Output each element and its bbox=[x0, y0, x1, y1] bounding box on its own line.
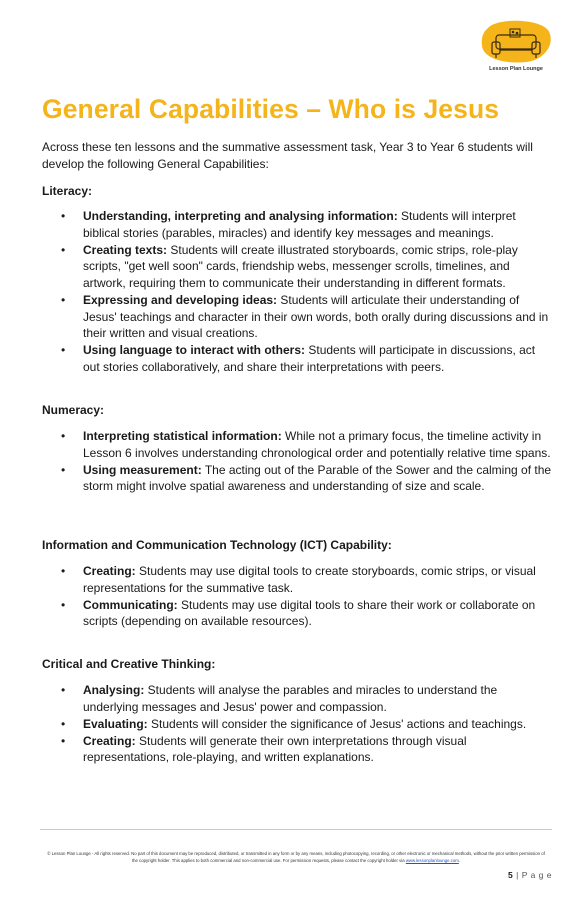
list-item-term: Creating: bbox=[83, 733, 136, 748]
logo-text: Lesson Plan Lounge bbox=[489, 66, 543, 72]
lesson-plan-lounge-logo bbox=[478, 20, 554, 76]
section-heading-critical-creative-thinking: Critical and Creative Thinking: bbox=[42, 657, 216, 671]
list-item bbox=[42, 563, 554, 596]
list-item-term: Interpreting statistical information: bbox=[83, 429, 282, 443]
list-item-text: The acting out of the Parable of the Sower and the calming of the storm might involve spatial awareness and understanding of size and scale. bbox=[83, 462, 552, 494]
list-item-text: Students will consider the significance of Jesus' actions and teachings. bbox=[147, 716, 527, 731]
literacy-list bbox=[42, 208, 554, 376]
section-heading-numeracy: Numeracy: bbox=[42, 403, 105, 417]
list-item-text: Students will create illustrated storyboards, comic strips, role-play scripts, "get well soon" cards, friendship webs, messenger scrolls, timelines, and artwork, requiring them to communicate their understanding in different formats. bbox=[83, 242, 518, 290]
ict-list bbox=[42, 563, 554, 630]
section-heading-ict: Information and Communication Technology (ICT) Capability: bbox=[42, 538, 392, 552]
list-item-text: Students may use digital tools to create storyboards, comic strips, or visual representations for the summative task. bbox=[83, 564, 536, 595]
list-item-term: Understanding, interpreting and analysing information: bbox=[83, 209, 398, 223]
section-heading-literacy: Literacy: bbox=[42, 184, 93, 198]
list-item-text: Students will generate their own interpretations through visual representations, role-playing, and written explanations. bbox=[83, 733, 467, 765]
list-item-term: Creating texts: bbox=[83, 242, 168, 257]
list-item bbox=[42, 733, 554, 766]
list-item bbox=[42, 242, 554, 292]
list-item bbox=[42, 428, 554, 461]
list-item bbox=[42, 208, 554, 241]
numeracy-list bbox=[42, 428, 554, 495]
link-suffix: . bbox=[458, 858, 461, 863]
list-item-term: Communicating: bbox=[83, 597, 178, 612]
list-item-term: Analysing: bbox=[83, 683, 145, 697]
critical-creative-list bbox=[42, 682, 554, 766]
couch-icon bbox=[478, 20, 554, 66]
list-item bbox=[42, 292, 554, 342]
list-item-text: While not a primary focus, the timeline activity in Lesson 6 involves understanding chronological order and potentially relative time spans. bbox=[83, 429, 551, 460]
list-item-term: Expressing and developing ideas: bbox=[83, 292, 278, 307]
list-item bbox=[42, 682, 554, 715]
page-title: General Capabilities – Who is Jesus bbox=[42, 94, 500, 124]
page-separator: | bbox=[513, 870, 522, 880]
list-item-term: Evaluating: bbox=[83, 716, 148, 731]
page-label: P a g e bbox=[521, 870, 552, 880]
list-item-term: Using language to interact with others: bbox=[83, 343, 306, 358]
list-item-text: Students will analyse the parables and miracles to understand the underlying messages and Jesus' power and compassion. bbox=[83, 683, 498, 714]
page-number bbox=[508, 870, 552, 880]
page-number-value: 5 bbox=[508, 870, 514, 880]
website-link[interactable]: www.lessonplanlounge.com bbox=[405, 858, 459, 863]
list-item bbox=[42, 597, 554, 630]
list-item bbox=[42, 462, 554, 495]
list-item-text: Students will articulate their understanding of Jesus' teachings and character in their own words, both orally during discussions and in their written and visual creations. bbox=[83, 292, 549, 341]
list-item-term: Creating: bbox=[83, 564, 136, 578]
copyright-text: © Lesson Plan Lounge - All rights reserved. No part of this document may be reproduced, distributed, or transmitted in any form or by any means, including photocopying, recording, or other electronic or mechanical methods, without the prior written permission of the copyright holder. This applies to both commercial and non-commercial use. For permission requests, please contact the copyright holder via bbox=[47, 851, 545, 863]
list-item bbox=[42, 716, 554, 733]
intro-paragraph: Across these ten lessons and the summative assessment task, Year 3 to Year 6 students will develop the following General Capabilities: bbox=[42, 140, 533, 171]
list-item-text: Students will interpret biblical stories (parables, miracles) and identify key messages and meanings. bbox=[83, 209, 516, 240]
footer-divider bbox=[40, 829, 552, 830]
copyright-footer bbox=[44, 850, 548, 864]
list-item bbox=[42, 342, 554, 375]
list-item-text: Students may use digital tools to share their work or collaborate on scripts (depending on available resources). bbox=[83, 597, 536, 629]
list-item-term: Using measurement: bbox=[83, 462, 202, 477]
list-item-text: Students will participate in discussions, act out stories collaboratively, and share their interpretations with peers. bbox=[83, 343, 536, 374]
